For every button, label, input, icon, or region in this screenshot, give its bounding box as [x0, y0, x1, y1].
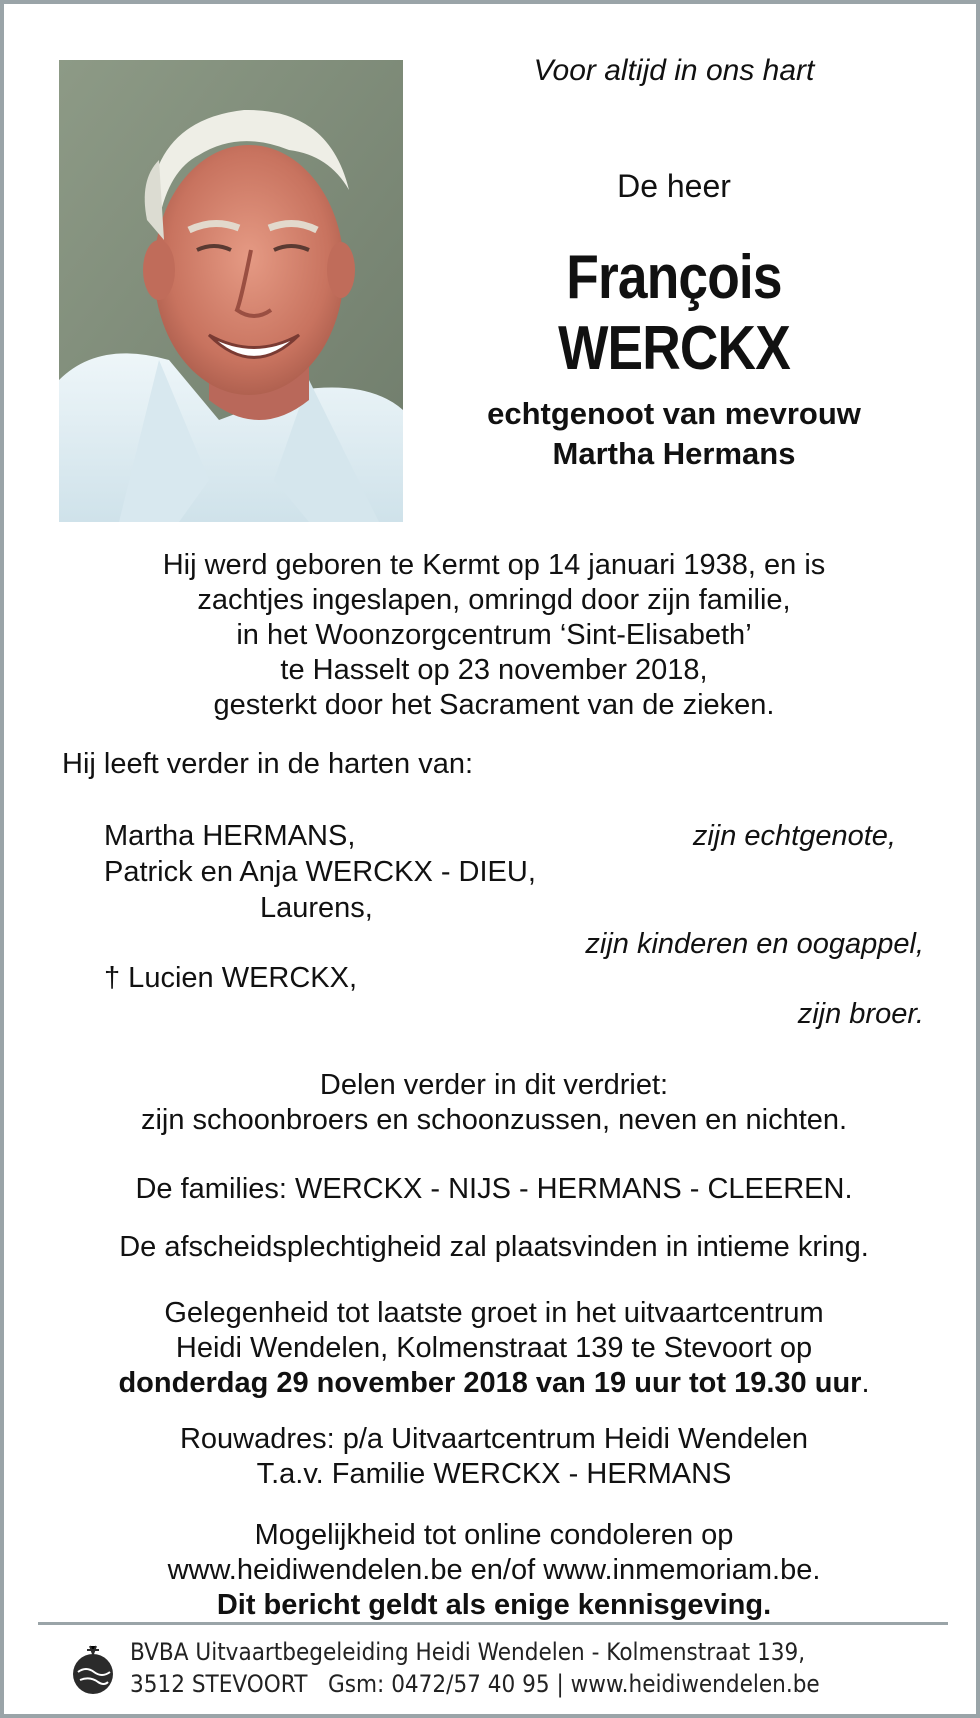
online-line: www.heidiwendelen.be en/of www.inmemoriam.be. [167, 1554, 821, 1586]
families-line: De families: WERCKX - NIJS - HERMANS - CLEEREN. [135, 1173, 853, 1205]
salutation: De heer [617, 168, 731, 204]
sharing-block [34, 1068, 954, 1138]
biography [44, 548, 944, 723]
globe-logo-icon [70, 1642, 116, 1696]
visitation-block [34, 1296, 954, 1401]
footer-line: BVBA Uitvaartbegeleiding Heidi Wendelen - Kolmenstraat 139, [130, 1638, 806, 1666]
deceased-name: François WERCKX [558, 243, 790, 383]
sharing-line: zijn schoonbroers en schoonzussen, neven en nichten. [140, 1104, 848, 1136]
lives-on-heading: Hij leeft verder in de harten van: [62, 748, 474, 780]
visitation-date-bold: donderdag 29 november 2018 van 19 uur tot 19.30 uur [118, 1367, 862, 1399]
spouse-block [434, 394, 914, 475]
visitation-line: Gelegenheid tot laatste groet in het uitvaartcentrum [164, 1297, 824, 1329]
family-name: † Lucien WERCKX, [104, 962, 358, 994]
footer-line: 3512 STEVOORT Gsm: 0472/57 40 95 | www.heidiwendelen.be [130, 1670, 820, 1698]
address-line: Rouwadres: p/a Uitvaartcentrum Heidi Wendelen [179, 1423, 809, 1455]
footer-text [130, 1636, 820, 1700]
bio-line: zachtjes ingeslapen, omringd door zijn familie, [197, 584, 791, 616]
visitation-date [34, 1366, 954, 1401]
address-line: T.a.v. Familie WERCKX - HERMANS [256, 1458, 732, 1490]
motto: Voor altijd in ons hart [533, 54, 815, 87]
family-relation: zijn kinderen en oogappel, [585, 928, 924, 960]
family-name: Patrick en Anja WERCKX - DIEU, [104, 856, 536, 888]
notice-line: Dit bericht geldt als enige kennisgeving. [216, 1589, 772, 1621]
bio-line: in het Woonzorgcentrum ‘Sint-Elisabeth’ [236, 619, 752, 651]
bio-line: gesterkt door het Sacrament van de zieken. [213, 689, 775, 721]
family-relation: zijn broer. [797, 998, 924, 1030]
online-line: Mogelijkheid tot online condoleren op [254, 1519, 734, 1551]
spouse-line: echtgenoot van mevrouw [487, 396, 861, 431]
footer-divider [38, 1622, 948, 1625]
online-block [34, 1518, 954, 1623]
family-relation: zijn echtgenote, [692, 820, 896, 852]
visitation-date-end: . [861, 1367, 870, 1399]
bio-line: Hij werd geboren te Kermt op 14 januari 1938, en is [162, 549, 826, 581]
family-name: Martha HERMANS, [104, 820, 356, 852]
visitation-line: Heidi Wendelen, Kolmenstraat 139 te Stevoort op [175, 1332, 813, 1364]
spouse-name: Martha Hermans [552, 436, 796, 472]
portrait-photo [59, 60, 403, 522]
family-name: Laurens, [260, 892, 373, 924]
address-block [34, 1422, 954, 1492]
ceremony-line: De afscheidsplechtigheid zal plaatsvinden in intieme kring. [119, 1231, 869, 1263]
sharing-line: Delen verder in dit verdriet: [319, 1069, 669, 1101]
bio-line: te Hasselt op 23 november 2018, [280, 654, 708, 686]
